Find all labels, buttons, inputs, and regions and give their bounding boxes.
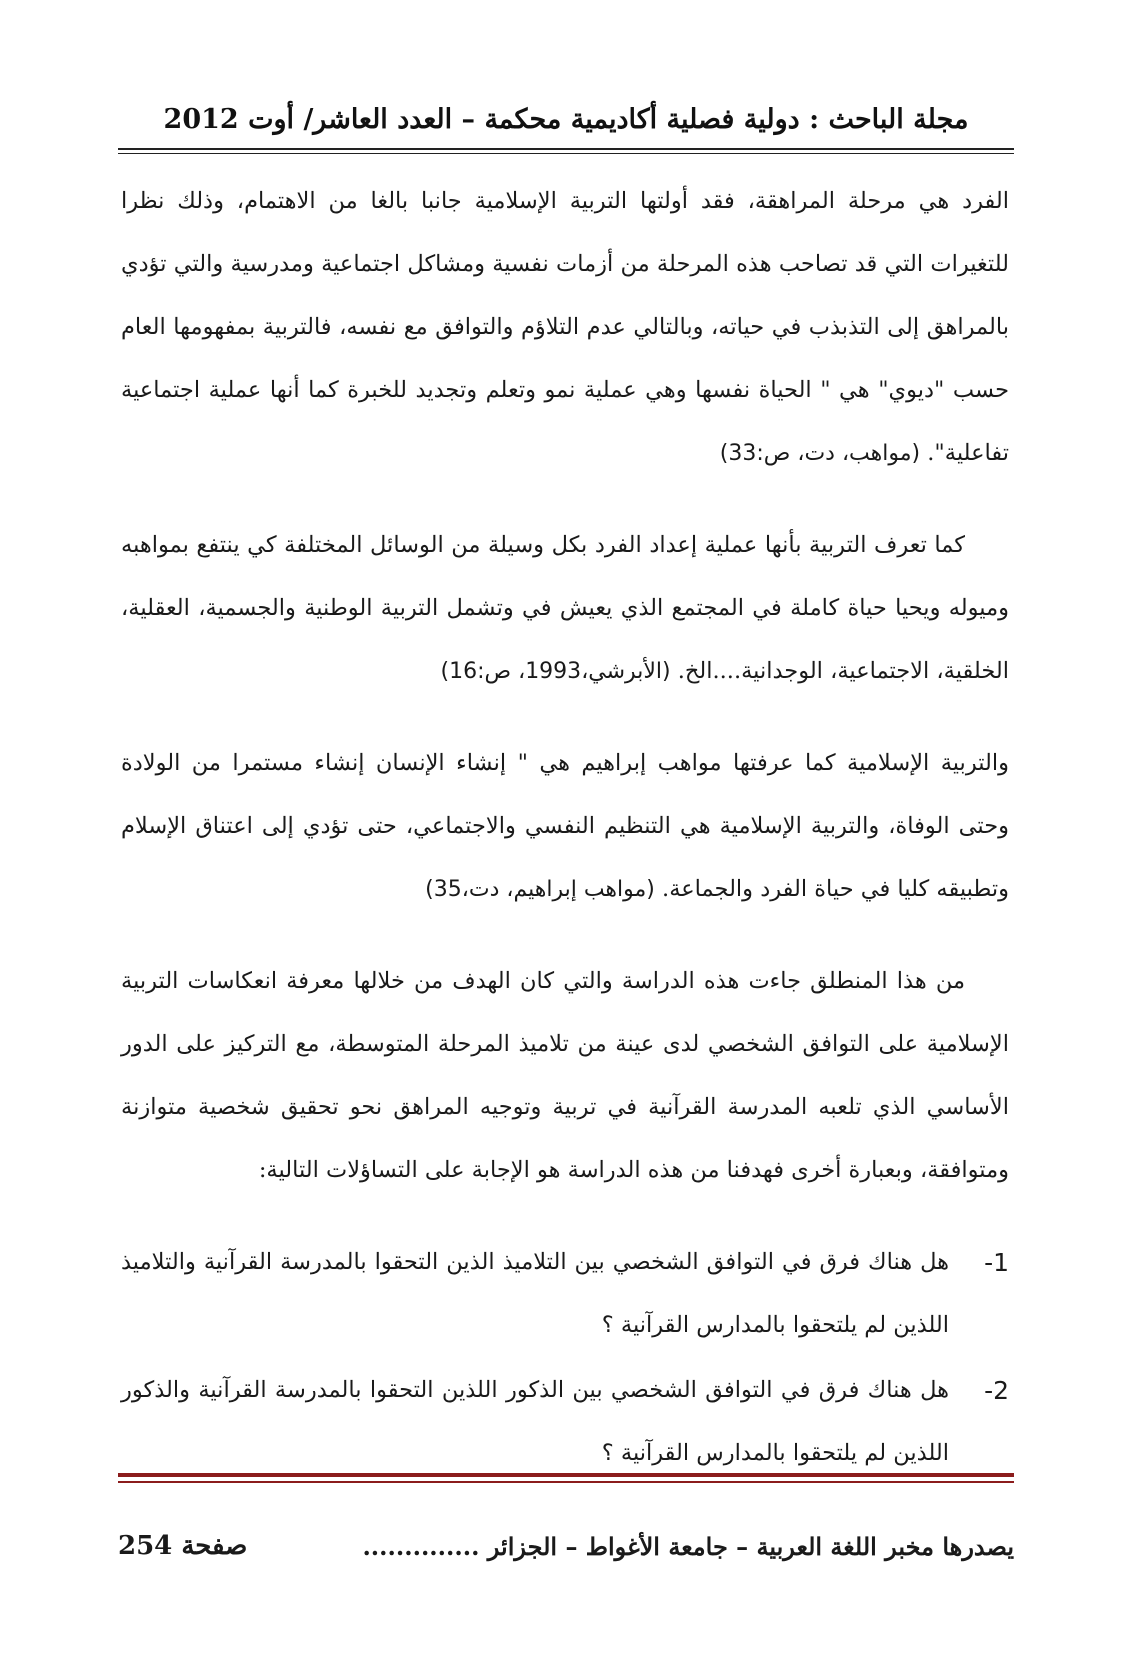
page-footer: [118, 1524, 1014, 1568]
paragraph: [121, 514, 1009, 703]
paragraph-text: من هذا المنطلق جاءت هذه الدراسة والتي كان الهدف من خلالها معرفة انعكاسات التربية الإسلامية على التوافق الشخصي لدى عينة من تلاميذ المرحلة المتوسطة، مع التركيز على الدور الأساسي الذي تلعبه المدرسة القرآنية في تربية وتوجيه المراهق نحو تحقيق شخصية متوازنة ومتوافقة، وبعبارة أخرى فهدفنا من هذه الدراسة هو الإجابة على التساؤلات التالية:: [121, 968, 1009, 1183]
question-number: 2-: [984, 1376, 1009, 1405]
question-text: هل هناك فرق في التوافق الشخصي بين التلاميذ الذين التحقوا بالمدرسة القرآنية والتلاميذ اللذين لم يلتحقوا بالمدارس القرآنية ؟: [121, 1249, 949, 1338]
body-text: [121, 170, 1009, 1487]
footer-divider: [118, 1473, 1014, 1477]
question-item: [121, 1231, 1009, 1357]
journal-header: مجلة الباحث : دولية فصلية أكاديمية محكمة – العدد العاشر/ أوت 2012: [163, 104, 969, 135]
citation: (مواهب، دت، ص:33): [719, 441, 921, 466]
paragraph-text: والتربية الإسلامية كما عرفتها مواهب إبراهيم هي " إنشاء الإنسان إنشاء مستمرا من الولادة وحتى الوفاة، والتربية الإسلامية هي التنظيم النفسي والاجتماعي، حتى تؤدي إلى اعتناق الإسلام وتطبيقه كليا في حياة الفرد والجماعة.: [121, 750, 1009, 902]
paragraph-text: الفرد هي مرحلة المراهقة، فقد أولتها التربية الإسلامية جانبا بالغا من الاهتمام، وذلك نظرا للتغيرات التي قد تصاحب هذه المرحلة من أزمات نفسية ومشاكل اجتماعية ومدرسية والتي تؤدي بالمراهق إلى التذبذب في حياته، وبالتالي عدم التلاؤم والتوافق مع نفسه، فالتربية بمفهومها العام حسب "ديوي" هي " الحياة نفسها وهي عملية نمو وتعلم وتجديد للخبرة كما أنها عملية اجتماعية تفاعلية".: [121, 188, 1009, 466]
paragraph: [121, 732, 1009, 921]
paragraph-text: كما تعرف التربية بأنها عملية إعداد الفرد بكل وسيلة من الوسائل المختلفة كي ينتفع بمواهبه وميوله ويحيا حياة كاملة في المجتمع الذي يعيش في وتشمل التربية الوطنية والجسمية، العقلية، الخلقية، الاجتماعية، الوجدانية....الخ.: [121, 532, 1009, 684]
footer-publisher: يصدرها مخبر اللغة العربية – جامعة الأغواط – الجزائر ..............: [362, 1531, 1014, 1561]
citation: (الأبرشي،1993، ص:16): [440, 659, 671, 684]
research-questions: [121, 1231, 1009, 1485]
question-item: [121, 1359, 1009, 1485]
citation: (مواهب إبراهيم، دت،35): [425, 877, 655, 902]
question-text: هل هناك فرق في التوافق الشخصي بين الذكور اللذين التحقوا بالمدرسة القرآنية والذكور اللذين لم يلتحقوا بالمدارس القرآنية ؟: [121, 1377, 949, 1466]
header-divider-thin: [118, 153, 1014, 154]
page-number: صفحة 254: [118, 1531, 248, 1561]
question-number: 1-: [984, 1248, 1009, 1277]
paragraph: [121, 170, 1009, 485]
header-divider: [118, 148, 1014, 150]
paragraph: [121, 950, 1009, 1202]
footer-divider-thin: [118, 1481, 1014, 1483]
